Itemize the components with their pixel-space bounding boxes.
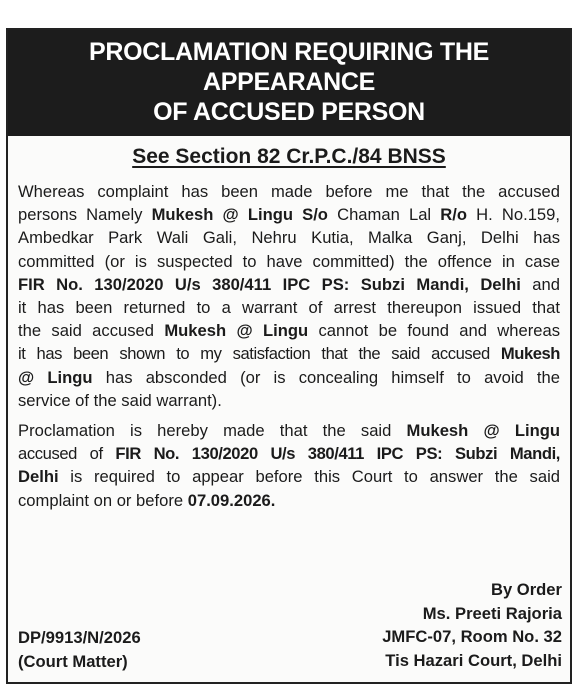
accused-name: Mukesh @ Lingu S/o xyxy=(151,205,328,225)
notice-footer xyxy=(8,578,570,676)
para1-line-4: committed (or is suspected to have committed) the offence in case xyxy=(18,251,560,271)
order-signature-block xyxy=(382,578,562,672)
fir-reference: FIR No. 130/2020 U/s 380/411 IPC PS: Subzi Mandi, Delhi xyxy=(18,274,521,294)
magistrate-name: Ms. Preeti Rajoria xyxy=(422,603,562,623)
para2-line-1: Proclamation is hereby made that the said Mukesh @ Lingu xyxy=(18,421,560,441)
title-line-1: PROCLAMATION REQUIRING THE APPEARANCE xyxy=(88,38,490,96)
para2-line-4: complaint on or before 07.09.2026. xyxy=(18,490,276,510)
matter-type: (Court Matter) xyxy=(18,651,128,671)
paragraph-proclamation xyxy=(18,419,560,512)
para1-line-2: persons Namely Mukesh @ Lingu S/o Chaman Lal R/o H. No.159, xyxy=(18,205,561,225)
para1-line-3: Ambedkar Park Wali Gali, Nehru Kutia, Malka Ganj, Delhi has xyxy=(18,228,560,248)
paragraph-complaint xyxy=(18,180,560,412)
by-order-label: By Order xyxy=(490,580,562,599)
dp-reference-code: DP/9913/N/2026 xyxy=(18,628,141,647)
reference-block xyxy=(18,626,141,673)
proclamation-notice xyxy=(6,28,572,684)
para2-line-3: Delhi is required to appear before this Court to answer the said xyxy=(18,467,560,487)
para1-line-8: it has been shown to my satisfaction that the said accused Mukesh xyxy=(18,344,560,364)
court-location: Tis Hazari Court, Delhi xyxy=(385,650,562,670)
title-line-2: OF ACCUSED PERSON xyxy=(153,98,425,126)
court-office: JMFC-07, Room No. 32 xyxy=(382,627,562,646)
para1-line-10: service of the said warrant). xyxy=(18,390,222,410)
section-reference: See Section 82 Cr.P.C./84 BNSS xyxy=(132,145,446,168)
notice-title xyxy=(8,30,570,136)
para1-line-5: FIR No. 130/2020 U/s 380/411 IPC PS: Subzi Mandi, Delhi and xyxy=(18,274,560,294)
appearance-date: 07.09.2026. xyxy=(187,490,276,510)
para1-line-1: Whereas complaint has been made before me that the accused xyxy=(18,182,560,201)
para1-line-6: it has been returned to a warrant of arrest thereupon issued that xyxy=(18,298,560,318)
para1-line-9: @ Lingu has absconded (or is concealing himself to avoid the xyxy=(18,367,561,387)
para1-line-7: the said accused Mukesh @ Lingu cannot be found and whereas xyxy=(18,321,561,341)
para2-line-2: accused of FIR No. 130/2020 U/s 380/411 IPC PS: Subzi Mandi, xyxy=(18,444,560,464)
